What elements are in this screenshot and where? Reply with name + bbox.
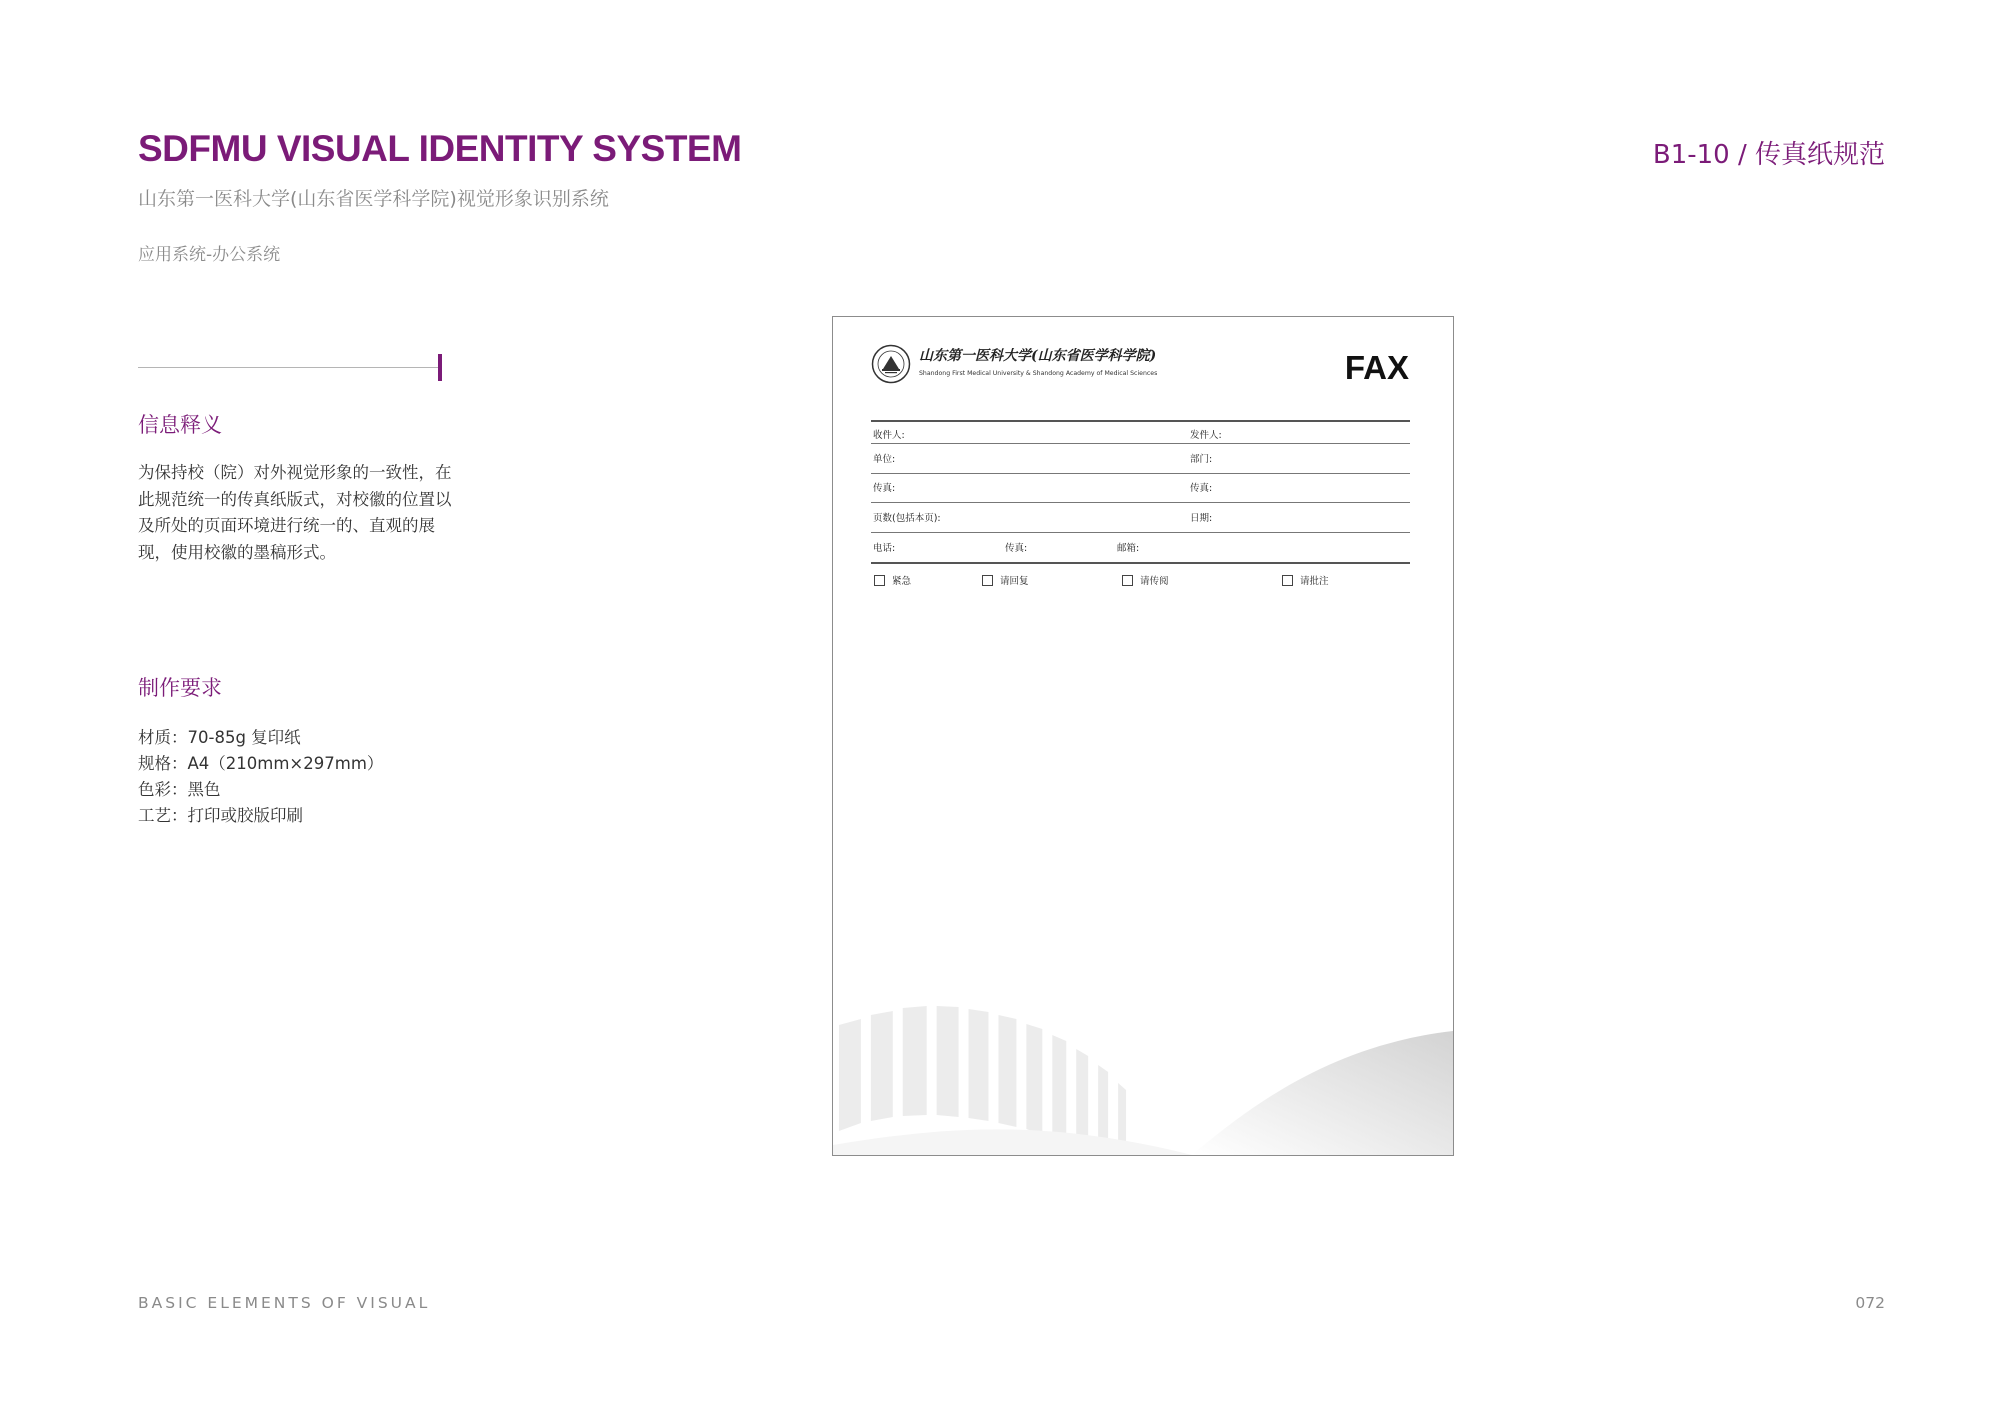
section-label: 应用系统-办公系统	[138, 245, 281, 265]
fax-sheet	[832, 316, 1454, 1156]
section-divider-line	[138, 367, 438, 368]
form-rule	[871, 532, 1410, 533]
field-sender: 发件人:	[1190, 430, 1222, 441]
checkbox-annotate[interactable]	[1282, 573, 1329, 587]
field-pages: 页数(包括本页):	[873, 513, 941, 524]
form-rule-top	[871, 420, 1410, 422]
page-code: B1-10 / 传真纸规范	[1652, 140, 1885, 170]
field-unit: 单位:	[873, 454, 896, 465]
footer-caption: BASIC ELEMENTS OF VISUAL	[138, 1294, 431, 1312]
background-wave-graphic	[833, 995, 1453, 1155]
form-rule	[871, 473, 1410, 474]
field-department: 部门:	[1190, 454, 1213, 465]
form-rule	[871, 502, 1410, 503]
field-phone: 电话:	[873, 543, 896, 554]
page-number: 072	[1855, 1294, 1885, 1312]
checkbox-square[interactable]	[982, 575, 993, 586]
form-rule-bottom	[871, 562, 1410, 564]
checkbox-circulate[interactable]	[1122, 573, 1169, 587]
field-fax-mid: 传真:	[1005, 543, 1028, 554]
checkbox-square[interactable]	[1282, 575, 1293, 586]
checkbox-urgent[interactable]	[874, 573, 911, 587]
requirements-heading: 制作要求	[138, 676, 222, 700]
checkbox-label: 请传阅	[1140, 576, 1169, 587]
checkbox-square[interactable]	[1122, 575, 1133, 586]
logo-english-name: Shandong First Medical University & Shandong Academy of Medical Sciences	[919, 370, 1158, 377]
field-email: 邮箱:	[1117, 543, 1140, 554]
checkbox-label: 紧急	[892, 576, 912, 587]
page-title: SDFMU VISUAL IDENTITY SYSTEM	[138, 128, 742, 169]
info-text: 为保持校（院）对外视觉形象的一致性，在此规范统一的传真纸版式，对校徽的位置以及所处的页面环境进行统一的、直观的展现，使用校徽的墨稿形式。	[138, 463, 452, 562]
fax-title: FAX	[1344, 349, 1409, 386]
form-rule	[871, 443, 1410, 444]
checkbox-label: 请回复	[1000, 576, 1029, 587]
field-recipient: 收件人:	[873, 430, 905, 441]
requirement-size: 规格：A4（210mm×297mm）	[138, 754, 384, 773]
field-fax-right: 传真:	[1190, 483, 1213, 494]
field-fax: 传真:	[873, 483, 896, 494]
requirement-material: 材质：70-85g 复印纸	[138, 728, 301, 747]
info-heading: 信息释义	[138, 413, 222, 437]
page-subtitle: 山东第一医科大学(山东省医学科学院)视觉形象识别系统	[138, 188, 609, 210]
checkbox-reply[interactable]	[982, 573, 1029, 587]
field-date: 日期:	[1190, 513, 1213, 524]
checkbox-square[interactable]	[874, 575, 885, 586]
requirement-color: 色彩：黑色	[138, 780, 221, 799]
logo-chinese-name: 山东第一医科大学(山东省医学科学院)	[919, 348, 1157, 364]
section-divider-mark	[438, 354, 442, 381]
requirement-process: 工艺：打印或胶版印刷	[138, 806, 303, 825]
checkbox-label: 请批注	[1300, 576, 1329, 587]
university-seal-icon	[871, 344, 911, 384]
